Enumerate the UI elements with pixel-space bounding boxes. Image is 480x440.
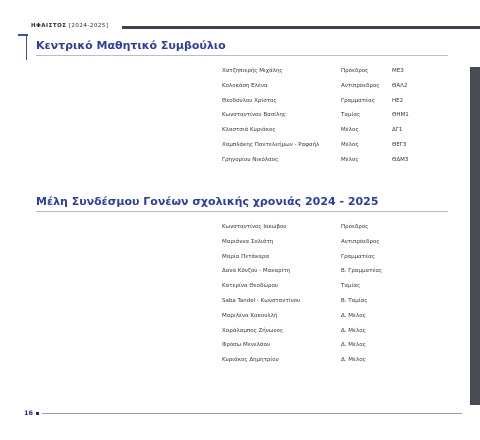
member-role: Αντιπρόεδρος xyxy=(341,238,380,245)
member-role: Γραμματέας xyxy=(341,253,375,260)
member-role: Ταμίας xyxy=(341,112,361,119)
header-brand: ΗΦΑΙΣΤΟΣ xyxy=(31,23,67,29)
member-class: ΗΕ2 xyxy=(392,97,404,104)
central-council-title: Κεντρικό Μαθητικό Συμβούλιο xyxy=(36,39,226,52)
member-role: Αντιπρόεδρος xyxy=(341,82,380,89)
page-number: 16 xyxy=(24,409,34,417)
member-name: Κατερίνα Θεοδώρου xyxy=(222,283,278,290)
header-years: [2024-2025] xyxy=(68,23,109,29)
member-name: Κλαστσιά Κυριάκος xyxy=(222,127,276,134)
member-role: Πρόεδρος xyxy=(341,224,369,230)
parents-association-underline xyxy=(36,211,448,212)
member-name: Μαριάννα Σολιάτη xyxy=(222,238,274,245)
footer-rule xyxy=(42,413,462,414)
member-role: Β. Ταμίας xyxy=(341,297,368,304)
member-name: Χαράλαμπος Ζήνωνος xyxy=(222,327,284,334)
member-class: ΘΑΛ2 xyxy=(392,82,408,89)
member-role: Μέλος xyxy=(341,127,359,134)
member-name: Θεοδούλου Χρίστος xyxy=(222,97,277,104)
parents-association-title: Μέλη Συνδέσμου Γονέων σχολικής χρονιάς 2024 - 2025 xyxy=(36,195,379,208)
footer-dot xyxy=(36,412,39,415)
member-name: Φρόσω Μενελάου xyxy=(222,342,271,349)
member-class: ΜΕ3 xyxy=(392,68,404,74)
member-name: Κυριάκος Δημητρίου xyxy=(222,357,279,364)
member-role: Δ. Μέλος xyxy=(341,312,366,319)
header-rule xyxy=(122,26,480,29)
member-role: Δ. Μέλος xyxy=(341,357,366,364)
member-name: Κωνσταντίνου Βασίλης xyxy=(222,112,287,119)
member-class: ΘΔΜ3 xyxy=(392,156,409,163)
member-class: ΘΗΜ1 xyxy=(392,112,409,119)
member-name: Saba Tandel - Κωνσταντίνου xyxy=(222,297,301,304)
member-role: Ταμίας xyxy=(341,283,361,290)
member-name: Μαριλένα Κακουλλή xyxy=(222,312,278,319)
member-name: Κολοκάση Ελένα xyxy=(222,82,268,89)
left-accent-line xyxy=(26,34,27,60)
member-role: Δ. Μέλος xyxy=(341,327,366,334)
member-role: Δ. Μέλος xyxy=(341,342,366,349)
member-class: ΘΕΓ3 xyxy=(392,141,407,148)
member-role: Γραμματέας xyxy=(341,97,375,104)
header-tag xyxy=(31,23,113,29)
member-name: Γρηγορίου Νικόλαος xyxy=(222,156,279,163)
member-role: Πρόεδρος xyxy=(341,68,369,74)
member-name: Χαμπλάκης Παντελεήμων - Ραφαήλ xyxy=(222,141,320,148)
member-role: Β. Γραμματέας xyxy=(341,268,383,275)
member-name: Κωνσταντίνος Ιακώβου xyxy=(222,224,287,230)
member-name: Χατζηπιερής Μιχάλης xyxy=(222,68,283,74)
member-name: Μαρία Πετάκαρα xyxy=(222,253,270,260)
member-role: Μέλος xyxy=(341,156,359,163)
side-tab xyxy=(470,67,480,405)
member-name: Δανα Κόνζου - Μακαρίτη xyxy=(222,268,291,275)
member-role: Μέλος xyxy=(341,141,359,148)
central-council-underline xyxy=(36,55,448,56)
member-class: ΔΓ1 xyxy=(392,127,403,134)
